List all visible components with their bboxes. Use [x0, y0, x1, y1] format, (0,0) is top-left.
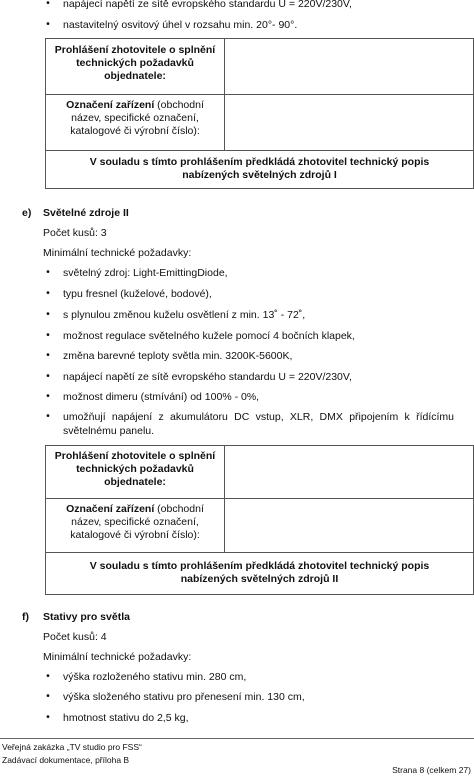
device-designation-value[interactable]	[225, 95, 474, 151]
bullet-icon: •	[46, 349, 50, 361]
page-number: Strana 8 (celkem 27)	[392, 765, 471, 775]
maker-statement-label: Prohlášení zhotovitele o splnění technických požadavků objednatele:	[54, 450, 216, 488]
bullet-icon: •	[46, 266, 50, 278]
bullet-icon: •	[46, 370, 50, 382]
footer-divider	[0, 738, 474, 739]
section-title: Stativy pro světla	[43, 611, 130, 623]
item-count: Počet kusů: 3	[43, 227, 107, 239]
bullet-icon: •	[46, 308, 50, 320]
declaration-table	[45, 445, 474, 595]
device-designation-label: Označení zařízení (obchodní název, specifické označení, katalogové či výrobní číslo):	[66, 503, 204, 541]
declaration-footer: V souladu s tímto prohlášením předkládá zhotovitel technický popis nabízených světelných zdrojů II	[89, 560, 430, 585]
bullet-icon: •	[46, 390, 50, 402]
bullet-icon: •	[46, 410, 50, 422]
bullet-icon: •	[46, 711, 50, 723]
maker-statement-value[interactable]	[225, 446, 474, 499]
bullet-icon: •	[46, 329, 50, 341]
item-count: Počet kusů: 4	[43, 631, 107, 643]
section-letter: f)	[22, 611, 29, 623]
section-letter: e)	[22, 207, 32, 219]
maker-statement-value[interactable]	[225, 39, 474, 95]
footer-contract-title: Veřejná zakázka „TV studio pro FSS“	[2, 742, 142, 752]
declaration-footer: V souladu s tímto prohlášením předkládá zhotovitel technický popis nabízených světelných zdrojů I	[89, 156, 430, 181]
device-designation-value[interactable]	[225, 499, 474, 553]
bullet-icon: •	[46, 670, 50, 682]
declaration-table	[45, 38, 474, 189]
requirements-label: Minimální technické požadavky:	[43, 247, 192, 259]
bullet-icon: •	[46, 0, 50, 9]
requirements-label: Minimální technické požadavky:	[43, 651, 192, 663]
maker-statement-label: Prohlášení zhotovitele o splnění technických požadavků objednatele:	[54, 44, 216, 82]
bullet-icon: •	[46, 690, 50, 702]
device-designation-label: Označení zařízení (obchodní název, specifické označení, katalogové či výrobní číslo):	[66, 99, 204, 137]
section-title: Světelné zdroje II	[43, 207, 129, 219]
bullet-icon: •	[46, 287, 50, 299]
bullet-icon: •	[46, 18, 50, 30]
footer-document-name: Zadávací dokumentace, příloha B	[2, 755, 130, 765]
